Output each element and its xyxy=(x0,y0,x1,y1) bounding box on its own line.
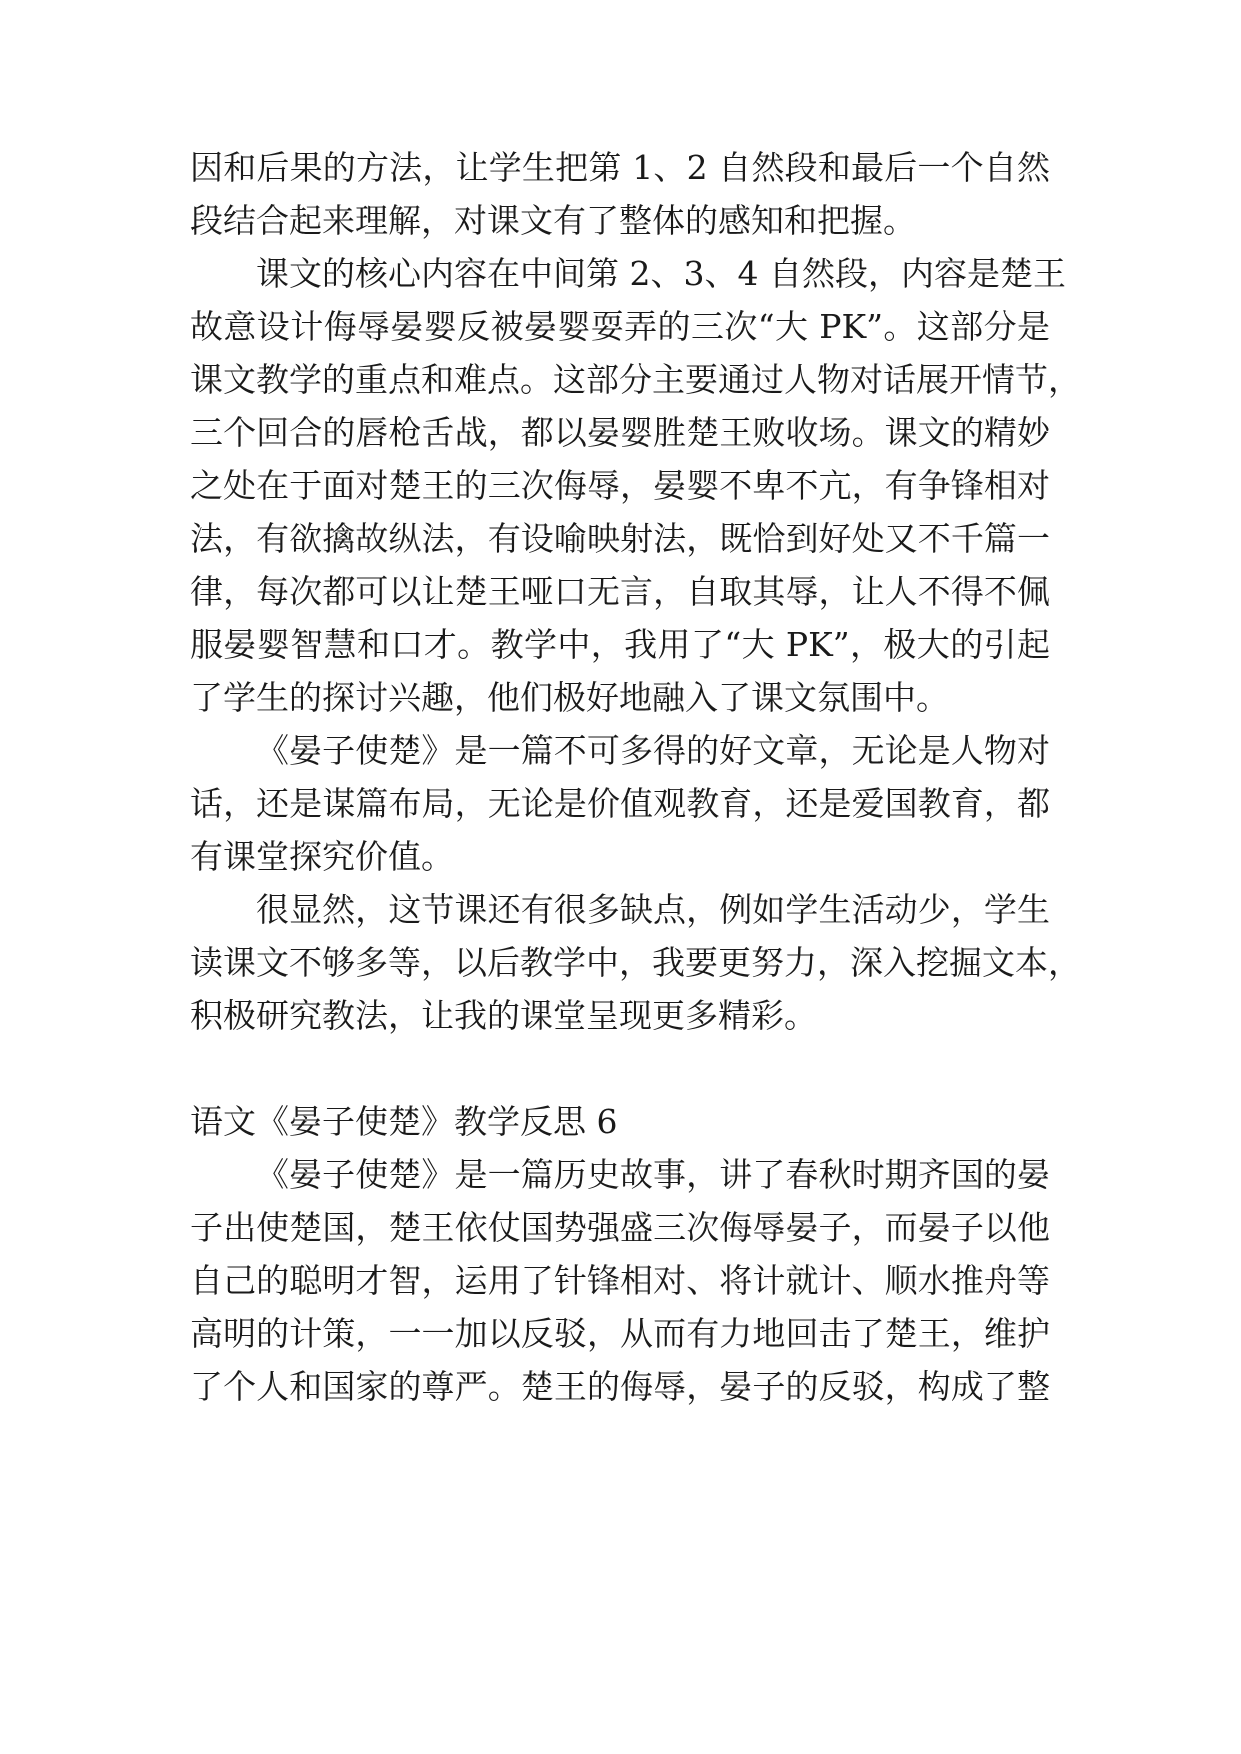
text-line: 因和后果的方法，让学生把第 1、2 自然段和最后一个自然 xyxy=(190,148,1050,187)
text-line: 高明的计策，一一加以反驳，从而有力地回击了楚王，维护 xyxy=(190,1314,1050,1353)
text-line: 服晏婴智慧和口才。教学中，我用了“大 PK”，极大的引起 xyxy=(190,625,1050,664)
text-line: 读课文不够多等，以后教学中，我要更努力，深入挖掘文本， xyxy=(190,943,1081,982)
text-line: 段结合起来理解，对课文有了整体的感知和把握。 xyxy=(190,201,916,240)
text-line: 课文的核心内容在中间第 2、3、4 自然段，内容是楚王 xyxy=(256,254,1066,293)
text-line: 话，还是谋篇布局，无论是价值观教育，还是爱国教育，都 xyxy=(190,784,1050,823)
text-line: 了学生的探讨兴趣，他们极好地融入了课文氛围中。 xyxy=(190,678,949,717)
text-line: 了个人和国家的尊严。楚王的侮辱，晏子的反驳，构成了整 xyxy=(190,1367,1050,1406)
text-line: 自己的聪明才智，运用了针锋相对、将计就计、顺水推舟等 xyxy=(190,1261,1050,1300)
section-heading: 语文《晏子使楚》教学反思 6 xyxy=(190,1102,618,1141)
text-line: 子出使楚国，楚王依仗国势强盛三次侮辱晏子，而晏子以他 xyxy=(190,1208,1050,1247)
text-line: 之处在于面对楚王的三次侮辱，晏婴不卑不亢，有争锋相对 xyxy=(190,466,1050,505)
text-line: 很显然，这节课还有很多缺点，例如学生活动少，学生 xyxy=(256,890,1050,929)
text-line: 三个回合的唇枪舌战，都以晏婴胜楚王败收场。课文的精妙 xyxy=(190,413,1050,452)
text-line: 积极研究教法，让我的课堂呈现更多精彩。 xyxy=(190,996,817,1035)
text-line: 《晏子使楚》是一篇不可多得的好文章，无论是人物对 xyxy=(256,731,1050,770)
text-line: 《晏子使楚》是一篇历史故事，讲了春秋时期齐国的晏 xyxy=(256,1155,1050,1194)
text-line: 法，有欲擒故纵法，有设喻映射法，既恰到好处又不千篇一 xyxy=(190,519,1050,558)
text-line: 课文教学的重点和难点。这部分主要通过人物对话展开情节， xyxy=(190,360,1081,399)
text-line: 律，每次都可以让楚王哑口无言，自取其辱，让人不得不佩 xyxy=(190,572,1050,611)
text-line: 故意设计侮辱晏婴反被晏婴耍弄的三次“大 PK”。这部分是 xyxy=(190,307,1050,346)
text-line: 有课堂探究价值。 xyxy=(190,837,454,876)
